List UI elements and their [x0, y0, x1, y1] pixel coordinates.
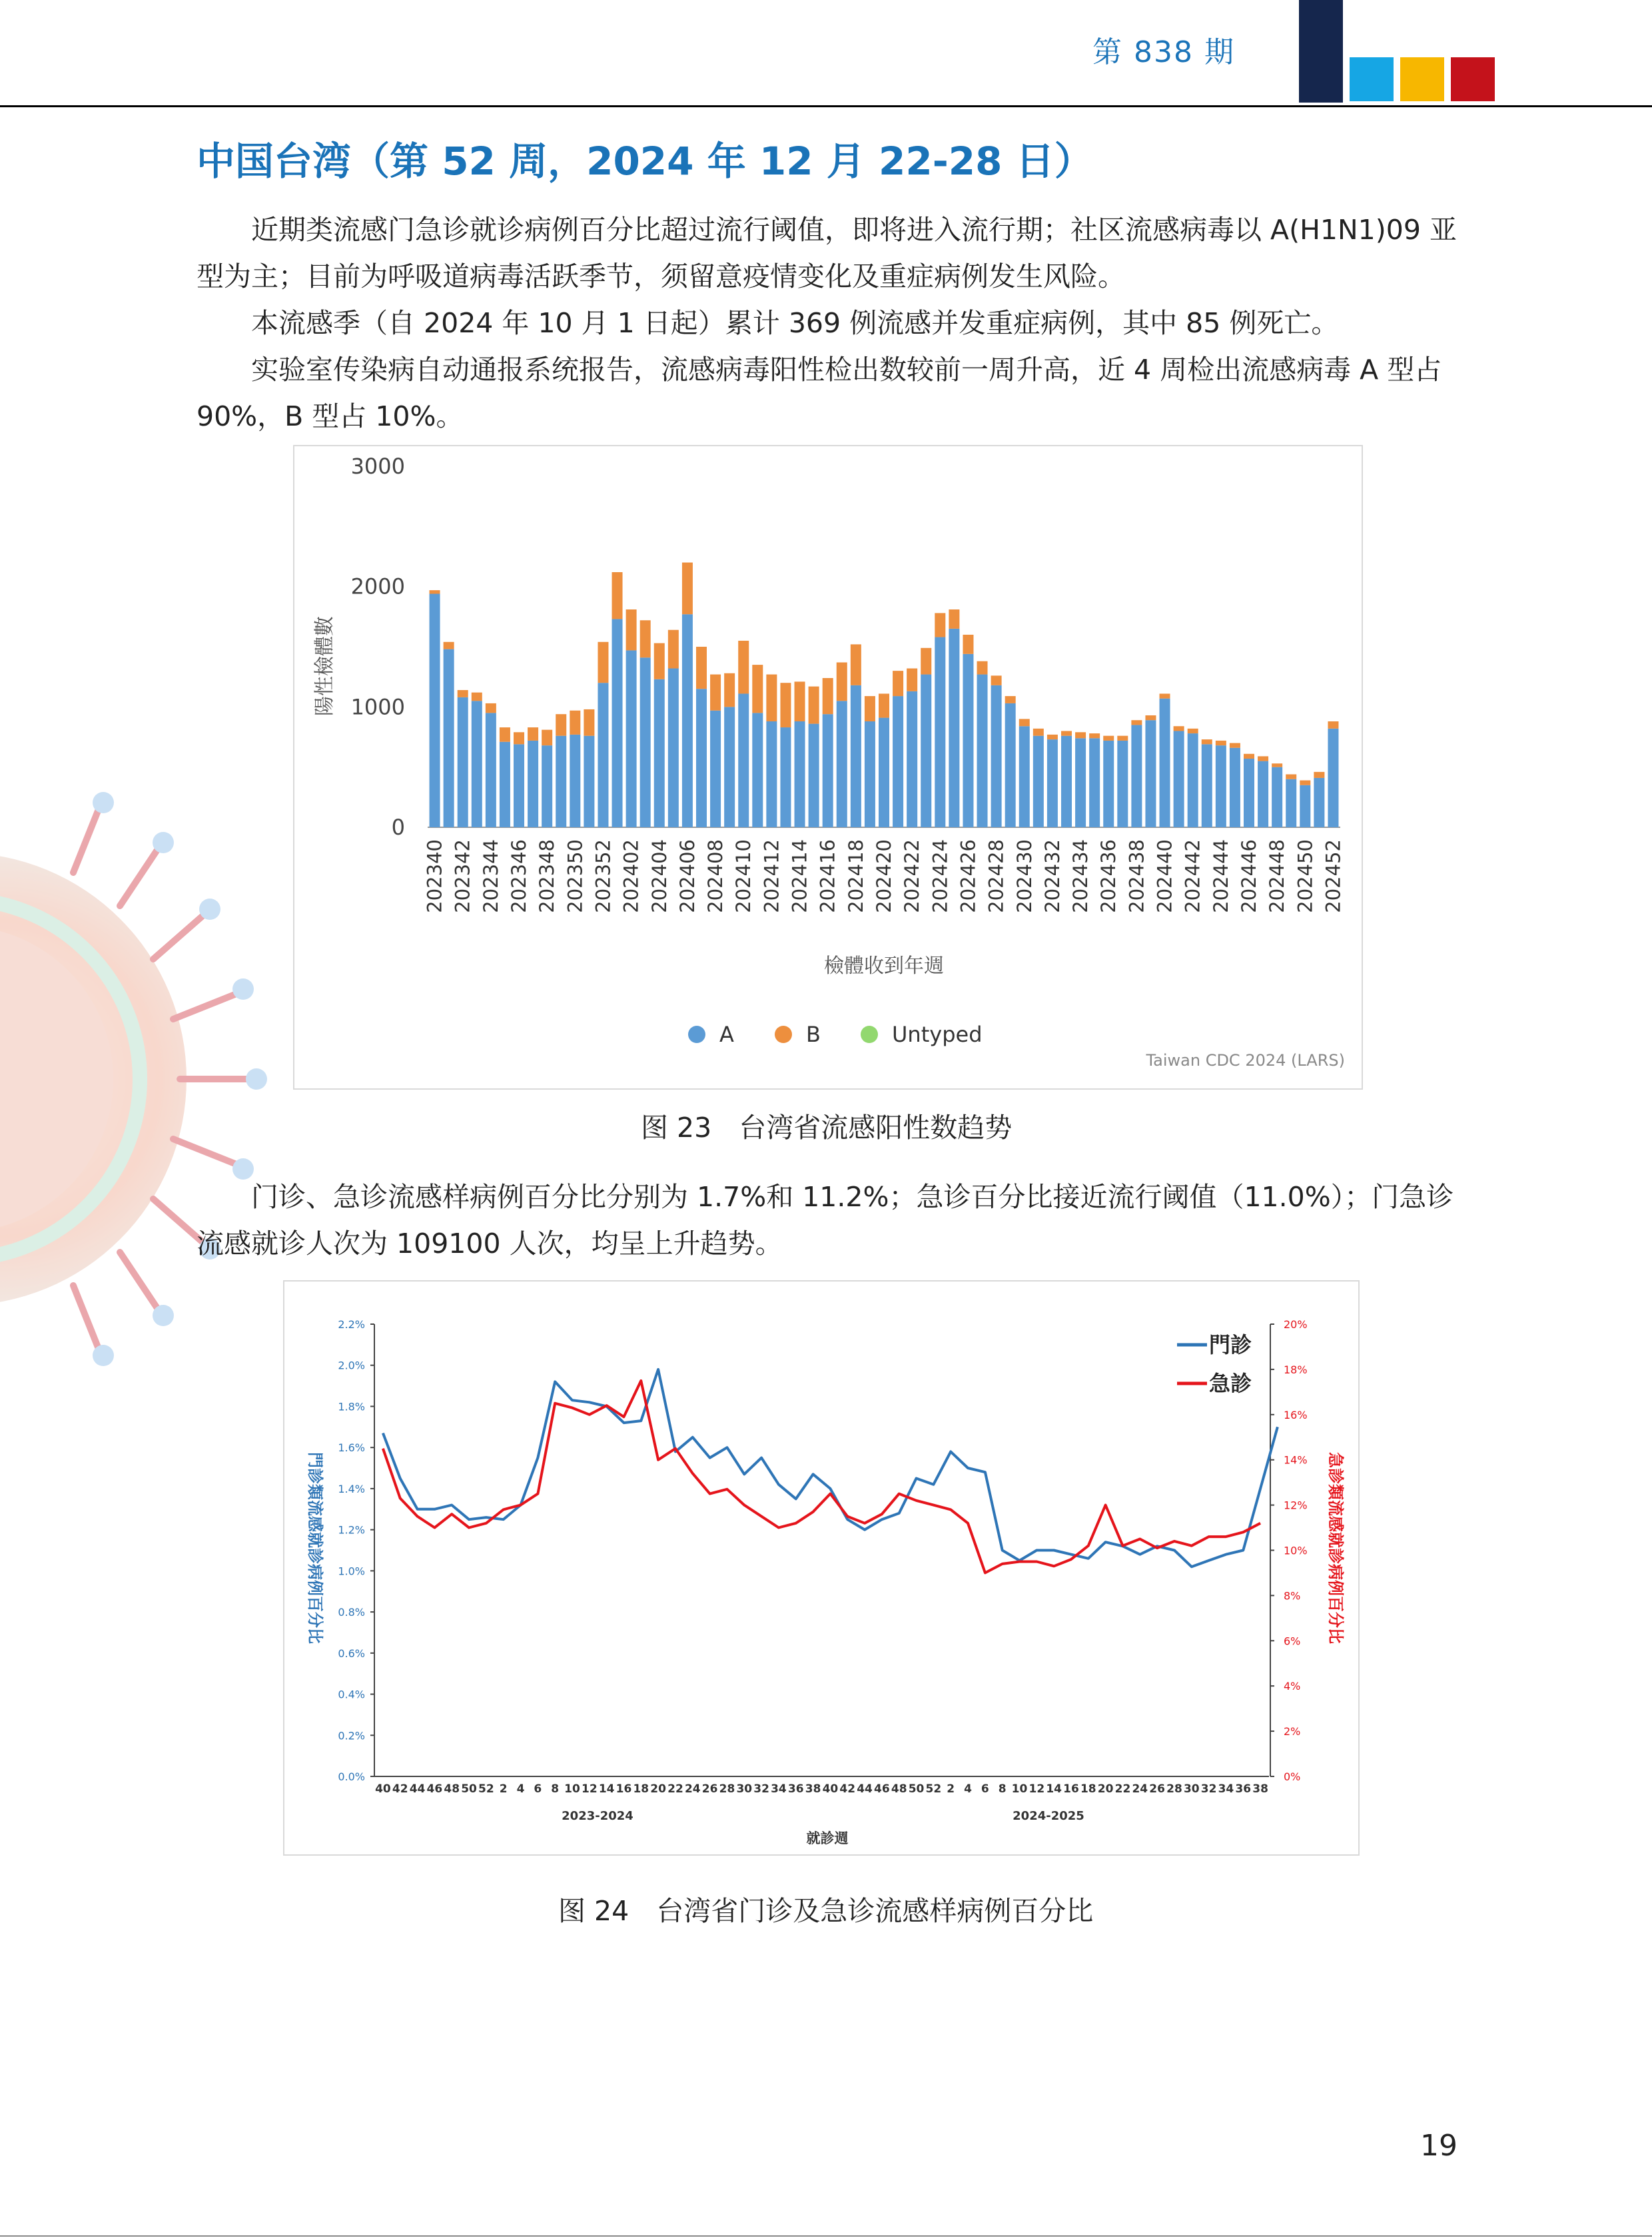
- x-tick-label: 32: [753, 1782, 769, 1796]
- bar-b-202422: [907, 669, 917, 691]
- x-tick-label: 202414: [788, 839, 811, 913]
- virus-illustration: [0, 759, 293, 1399]
- bar-b-202439: [1145, 715, 1156, 720]
- bar-b-202410: [738, 641, 749, 693]
- bar-a-202414: [795, 721, 805, 827]
- bar-b-202429: [1005, 696, 1016, 703]
- x-tick-label: 202432: [1040, 839, 1064, 913]
- bar-a-202343: [472, 701, 482, 827]
- x-tick-label: 202344: [479, 839, 502, 913]
- bar-a-202415: [809, 724, 819, 827]
- x-tick-label: 36: [787, 1782, 804, 1796]
- x-tick-label: 6: [981, 1782, 989, 1796]
- x-tick-label: 12: [582, 1782, 598, 1796]
- x-tick-label: 22: [667, 1782, 683, 1796]
- x-tick-label: 30: [1183, 1782, 1200, 1796]
- x-tick-label: 202428: [985, 839, 1008, 913]
- x-tick-label: 24: [1132, 1782, 1148, 1796]
- bar-a-202423: [921, 675, 931, 827]
- bar-a-202347: [528, 741, 538, 827]
- x-tick-label: 202408: [704, 839, 727, 913]
- x-tick-label: 202350: [564, 839, 587, 913]
- page-number: 19: [1420, 2129, 1457, 2163]
- bar-a-202350: [570, 735, 580, 827]
- right-y-tick-label: 10%: [1284, 1544, 1308, 1557]
- x-tick-label: 202434: [1069, 839, 1092, 913]
- issue-number: 第 838 期: [1092, 35, 1235, 69]
- x-tick-label: 20: [650, 1782, 666, 1796]
- x-tick-label: 46: [426, 1782, 443, 1796]
- x-tick-label: 202442: [1181, 839, 1204, 913]
- left-y-tick-label: 1.4%: [338, 1482, 365, 1495]
- left-y-tick-label: 0.2%: [338, 1729, 365, 1742]
- bar-a-202405: [668, 669, 679, 827]
- bar-b-202344: [486, 703, 496, 713]
- x-tick-label: 16: [1063, 1782, 1079, 1796]
- x-tick-label: 18: [1080, 1782, 1096, 1796]
- bar-a-202443: [1202, 744, 1212, 827]
- bar-b-202413: [780, 683, 791, 727]
- bar-b-202428: [991, 675, 1002, 685]
- x-tick-label: 16: [616, 1782, 632, 1796]
- bar-b-202401: [612, 572, 623, 619]
- figure-24-chart: [283, 1280, 1360, 1856]
- legend-label-a: A: [719, 1022, 734, 1047]
- bar-a-202346: [514, 744, 524, 827]
- bar-b-202447: [1258, 756, 1268, 761]
- bar-a-202413: [780, 727, 791, 827]
- bar-b-202403: [640, 620, 651, 657]
- series-line-emergency: [383, 1381, 1260, 1573]
- right-y-axis-label: 急診類流感就診病例百分比: [1326, 1452, 1345, 1644]
- x-tick-label: 34: [1218, 1782, 1234, 1796]
- legend-marker-a: [688, 1026, 705, 1043]
- bar-b-202437: [1117, 736, 1128, 741]
- x-tick-label: 30: [736, 1782, 753, 1796]
- bar-b-202433: [1061, 731, 1072, 735]
- bar-a-202450: [1300, 785, 1310, 827]
- season-label-2023-2024: 2023-2024: [562, 1809, 633, 1823]
- bar-a-202434: [1075, 738, 1086, 827]
- bar-a-202427: [977, 675, 988, 827]
- bar-a-202421: [893, 696, 903, 827]
- figure-23-caption: 图 23 台湾省流感阳性数趋势: [641, 1112, 1013, 1144]
- x-tick-label: 50: [461, 1782, 477, 1796]
- x-tick-label: 22: [1114, 1782, 1131, 1796]
- bar-b-202345: [500, 727, 510, 742]
- bar-b-202424: [935, 613, 945, 637]
- legend-marker-b: [775, 1026, 792, 1043]
- x-tick-label: 28: [719, 1782, 735, 1796]
- bar-a-202407: [696, 689, 707, 827]
- left-y-tick-label: 0.4%: [338, 1688, 365, 1701]
- bar-a-202425: [949, 629, 959, 827]
- bar-b-202452: [1328, 721, 1338, 729]
- right-y-tick-label: 4%: [1284, 1680, 1301, 1693]
- bar-a-202431: [1033, 736, 1044, 827]
- left-y-tick-label: 1.6%: [338, 1441, 365, 1455]
- bar-b-202425: [949, 609, 959, 629]
- bar-a-202438: [1131, 725, 1142, 827]
- footer-rule: [0, 2235, 1652, 2237]
- x-tick-label: 202342: [451, 839, 474, 913]
- x-tick-label: 202430: [1013, 839, 1036, 913]
- x-tick-label: 44: [409, 1782, 426, 1796]
- x-tick-label: 52: [478, 1782, 494, 1796]
- paragraph-4: [197, 1174, 1462, 1267]
- x-tick-label: 202352: [592, 839, 615, 913]
- bar-b-202418: [851, 644, 861, 685]
- x-tick-label: 202402: [620, 839, 643, 913]
- x-tick-label: 2: [499, 1782, 508, 1796]
- bar-b-202342: [458, 690, 468, 697]
- legend-marker-untyped: [861, 1026, 878, 1043]
- bar-a-202448: [1272, 767, 1282, 827]
- legend-label-emergency: 急診: [1209, 1371, 1252, 1396]
- bar-a-202401: [612, 619, 623, 827]
- left-y-tick-label: 1.2%: [338, 1523, 365, 1537]
- bar-a-202445: [1230, 748, 1240, 827]
- series-lines: [383, 1369, 1278, 1573]
- bar-a-202352: [598, 683, 608, 827]
- x-tick-label: 202448: [1266, 839, 1289, 913]
- bar-b-202449: [1286, 775, 1296, 779]
- axes: [338, 1318, 1307, 1796]
- bar-b-202349: [556, 714, 566, 736]
- bar-b-202451: [1314, 772, 1324, 778]
- bar-b-202444: [1216, 741, 1226, 745]
- bar-b-202443: [1202, 739, 1212, 744]
- paragraph-2: [197, 300, 1462, 346]
- x-tick-label: 34: [771, 1782, 787, 1796]
- x-tick-label: 40: [375, 1782, 391, 1796]
- right-y-tick-label: 0%: [1284, 1770, 1301, 1783]
- bar-a-202435: [1089, 738, 1100, 827]
- x-tick-label: 202424: [929, 839, 952, 913]
- bar-a-202417: [837, 701, 847, 827]
- x-tick-label: 14: [1046, 1782, 1062, 1796]
- bar-a-202451: [1314, 778, 1324, 827]
- bar-b-202408: [710, 675, 721, 711]
- x-tick-label: 202420: [873, 839, 895, 913]
- bar-b-202340: [430, 590, 440, 593]
- brand-block-cyan: [1350, 57, 1394, 101]
- x-tick-label: 28: [1166, 1782, 1182, 1796]
- series-line-outpatient: [383, 1369, 1278, 1567]
- x-tick-label: 38: [805, 1782, 821, 1796]
- x-tick-label: 202346: [508, 839, 530, 913]
- x-tick-label: 202406: [675, 839, 699, 913]
- paragraph-3: [197, 346, 1462, 440]
- y-tick-label: 2000: [350, 573, 405, 599]
- bar-b-202404: [654, 643, 665, 679]
- bar-b-202426: [963, 635, 973, 654]
- x-tick-label: 26: [1149, 1782, 1165, 1796]
- bar-a-202416: [823, 714, 833, 827]
- figure-24-caption: 图 24 台湾省门诊及急诊流感样病例百分比: [558, 1895, 1094, 1927]
- x-tick-label: 8: [998, 1782, 1007, 1796]
- bar-b-202442: [1188, 729, 1198, 733]
- x-axis-label: 檢體收到年週: [824, 954, 944, 978]
- bar-a-202411: [752, 713, 763, 827]
- bar-b-202434: [1075, 732, 1086, 738]
- bar-b-202438: [1131, 720, 1142, 725]
- bar-a-202344: [486, 713, 496, 827]
- bar-a-202410: [738, 693, 749, 827]
- bar-b-202415: [809, 687, 819, 724]
- bar-a-202409: [724, 707, 735, 827]
- bar-b-202405: [668, 630, 679, 669]
- x-tick-label: 202412: [760, 839, 783, 913]
- bar-b-202420: [879, 693, 889, 717]
- x-tick-label: 10: [564, 1782, 580, 1796]
- legend: [1177, 1332, 1252, 1396]
- paragraph-4-line-1: 门诊、急诊流感样病例百分比分别为 1.7%和 11.2%；急诊百分比接近流行阈值（11.0%）；门急诊: [251, 1181, 1454, 1213]
- bar-a-202412: [766, 721, 777, 827]
- legend-label-outpatient: 門診: [1209, 1332, 1252, 1357]
- x-tick-label: 202440: [1153, 839, 1176, 913]
- x-tick-label: 202416: [816, 839, 839, 913]
- bar-b-202423: [921, 648, 931, 675]
- paragraph-4-line-2: 流感就诊人次为 109100 人次，均呈上升趋势。: [197, 1228, 783, 1260]
- x-tick-label: 36: [1235, 1782, 1252, 1796]
- paragraph-3-line-1: 实验室传染病自动通报系统报告，流感病毒阳性检出数较前一周升高，近 4 周检出流感病毒 A 型占: [251, 354, 1442, 386]
- bar-b-202411: [752, 665, 763, 713]
- bar-b-202406: [682, 563, 693, 615]
- bar-b-202427: [977, 661, 988, 675]
- x-tick-label: 44: [857, 1782, 873, 1796]
- x-axis-ticks: [424, 839, 1345, 913]
- bar-b-202407: [696, 647, 707, 689]
- bar-a-202426: [963, 654, 973, 827]
- bar-a-202446: [1244, 759, 1254, 827]
- paragraph-1: [197, 206, 1462, 300]
- y-tick-label: 3000: [350, 454, 405, 479]
- left-y-tick-label: 1.0%: [338, 1565, 365, 1578]
- season-label-2024-2025: 2024-2025: [1013, 1809, 1084, 1823]
- x-tick-label: 42: [839, 1782, 856, 1796]
- bar-b-202431: [1033, 729, 1044, 736]
- bar-b-202435: [1089, 733, 1100, 738]
- line-chart-svg: [284, 1282, 1358, 1854]
- left-y-tick-label: 2.0%: [338, 1359, 365, 1372]
- left-y-tick-label: 2.2%: [338, 1318, 365, 1331]
- bar-b-202343: [472, 693, 482, 701]
- bar-a-202440: [1160, 699, 1170, 827]
- bar-b-202414: [795, 681, 805, 721]
- bar-b-202341: [444, 642, 454, 649]
- bar-a-202447: [1258, 761, 1268, 827]
- bar-b-202432: [1047, 735, 1058, 739]
- x-tick-label: 202422: [901, 839, 924, 913]
- paragraph-2-line-1: 本流感季（自 2024 年 10 月 1 日起）累计 369 例流感并发重症病例，其中 85 例死亡。: [251, 307, 1339, 339]
- bar-a-202437: [1117, 741, 1128, 827]
- legend-label-untyped: Untyped: [892, 1022, 983, 1047]
- bar-a-202408: [710, 711, 721, 827]
- bar-a-202351: [584, 736, 594, 827]
- figure-23-chart: [293, 445, 1363, 1090]
- bar-chart-svg: [294, 446, 1362, 1088]
- bar-b-202347: [528, 727, 538, 741]
- bar-a-202348: [542, 745, 552, 827]
- right-y-tick-label: 8%: [1284, 1589, 1301, 1603]
- brand-block-yellow: [1400, 57, 1444, 101]
- legend-label-b: B: [806, 1022, 821, 1047]
- right-y-tick-label: 12%: [1284, 1499, 1308, 1512]
- bar-b-202417: [837, 662, 847, 701]
- x-tick-label: 202410: [732, 839, 755, 913]
- source-note: Taiwan CDC 2024 (LARS): [1146, 1051, 1345, 1070]
- bar-b-202446: [1244, 754, 1254, 759]
- bar-a-202430: [1019, 726, 1030, 827]
- x-tick-label: 52: [925, 1782, 942, 1796]
- x-tick-label: 202418: [844, 839, 867, 913]
- bar-a-202429: [1005, 703, 1016, 827]
- x-tick-label: 202444: [1209, 839, 1232, 913]
- bar-b-202448: [1272, 763, 1282, 767]
- bar-b-202421: [893, 671, 903, 696]
- bar-b-202412: [766, 675, 777, 721]
- x-tick-label: 24: [684, 1782, 701, 1796]
- bar-a-202441: [1174, 731, 1184, 827]
- x-tick-label: 14: [598, 1782, 615, 1796]
- bar-a-202442: [1188, 733, 1198, 827]
- x-axis-label: 就診週: [806, 1830, 849, 1846]
- left-y-axis-label: 門診類流感就診病例百分比: [306, 1452, 324, 1644]
- y-tick-label: 0: [391, 815, 405, 840]
- x-tick-label: 202446: [1238, 839, 1260, 913]
- bar-a-202439: [1145, 720, 1156, 827]
- y-axis-label: 陽性檢體數: [313, 616, 336, 716]
- paragraph-1-line-1: 近期类流感门急诊就诊病例百分比超过流行阈值，即将进入流行期；社区流感病毒以 A(H1N1)09 亚: [251, 214, 1457, 246]
- right-y-tick-label: 20%: [1284, 1318, 1308, 1331]
- bar-a-202340: [430, 594, 440, 827]
- bar-a-202432: [1047, 739, 1058, 827]
- x-tick-label: 26: [701, 1782, 718, 1796]
- brand-block-red: [1451, 57, 1495, 101]
- bar-a-202419: [865, 721, 875, 827]
- bar-a-202404: [654, 679, 665, 827]
- x-tick-label: 4: [516, 1782, 525, 1796]
- left-y-tick-label: 0.6%: [338, 1647, 365, 1660]
- x-tick-label: 6: [534, 1782, 542, 1796]
- bar-a-202428: [991, 685, 1002, 827]
- x-tick-label: 202404: [647, 839, 671, 913]
- x-tick-label: 202348: [536, 839, 559, 913]
- bar-a-202342: [458, 697, 468, 827]
- x-tick-label: 20: [1097, 1782, 1114, 1796]
- bar-a-202449: [1286, 779, 1296, 827]
- x-tick-label: 8: [551, 1782, 560, 1796]
- left-y-tick-label: 0.8%: [338, 1606, 365, 1619]
- bar-a-202420: [879, 718, 889, 827]
- bar-a-202433: [1061, 736, 1072, 827]
- x-tick-label: 2: [947, 1782, 955, 1796]
- bar-b-202416: [823, 678, 833, 714]
- right-y-tick-label: 18%: [1284, 1363, 1308, 1376]
- right-y-tick-label: 14%: [1284, 1453, 1308, 1467]
- legend: [688, 1022, 983, 1047]
- y-tick-label: 1000: [350, 694, 405, 720]
- right-y-tick-label: 6%: [1284, 1635, 1301, 1648]
- x-tick-label: 38: [1252, 1782, 1268, 1796]
- bar-a-202418: [851, 685, 861, 827]
- x-tick-label: 202438: [1125, 839, 1148, 913]
- left-y-tick-label: 0.0%: [338, 1770, 365, 1783]
- x-tick-label: 48: [444, 1782, 460, 1796]
- bar-b-202450: [1300, 781, 1310, 785]
- bar-b-202348: [542, 730, 552, 745]
- bar-b-202409: [724, 673, 735, 707]
- x-tick-label: 10: [1011, 1782, 1028, 1796]
- paragraph-1-line-2: 型为主；目前为呼吸道病毒活跃季节，须留意疫情变化及重症病例发生风险。: [197, 260, 1125, 292]
- brand-block-navy: [1299, 0, 1343, 103]
- bar-a-202436: [1103, 741, 1114, 827]
- bar-b-202402: [626, 609, 637, 650]
- x-tick-label: 202452: [1322, 839, 1345, 913]
- x-tick-label: 202450: [1294, 839, 1317, 913]
- bar-a-202422: [907, 691, 917, 827]
- bar-a-202452: [1328, 729, 1338, 827]
- x-tick-label: 202426: [957, 839, 980, 913]
- bars: [430, 563, 1339, 827]
- x-tick-label: 12: [1029, 1782, 1045, 1796]
- bar-a-202424: [935, 637, 945, 827]
- bar-a-202403: [640, 657, 651, 827]
- bar-b-202350: [570, 711, 580, 735]
- bar-b-202346: [514, 732, 524, 744]
- x-tick-label: 42: [392, 1782, 408, 1796]
- x-tick-label: 48: [891, 1782, 907, 1796]
- x-tick-label: 18: [633, 1782, 649, 1796]
- bar-b-202436: [1103, 736, 1114, 741]
- paragraph-3-line-2: 90%，B 型占 10%。: [197, 400, 464, 432]
- bar-b-202445: [1230, 743, 1240, 748]
- bar-b-202352: [598, 642, 608, 683]
- x-tick-label: 202340: [423, 839, 446, 913]
- x-tick-label: 50: [908, 1782, 925, 1796]
- section-title: 中国台湾（第 52 周，2024 年 12 月 22-28 日）: [197, 139, 1093, 184]
- bar-b-202440: [1160, 693, 1170, 698]
- x-tick-label: 46: [874, 1782, 890, 1796]
- bar-a-202345: [500, 742, 510, 827]
- left-y-tick-label: 1.8%: [338, 1400, 365, 1413]
- right-y-tick-label: 2%: [1284, 1725, 1301, 1738]
- x-tick-label: 4: [964, 1782, 972, 1796]
- header-rule: [0, 105, 1652, 107]
- bar-a-202341: [444, 649, 454, 827]
- bar-a-202402: [626, 650, 637, 827]
- bar-b-202430: [1019, 719, 1030, 726]
- bar-b-202419: [865, 696, 875, 721]
- x-tick-label: 32: [1200, 1782, 1217, 1796]
- x-tick-label: 40: [822, 1782, 839, 1796]
- right-y-tick-label: 16%: [1284, 1408, 1308, 1421]
- bar-a-202444: [1216, 745, 1226, 827]
- bar-a-202406: [682, 614, 693, 827]
- bar-b-202351: [584, 709, 594, 736]
- bar-b-202441: [1174, 726, 1184, 731]
- x-tick-label: 202436: [1097, 839, 1120, 913]
- bar-a-202349: [556, 736, 566, 827]
